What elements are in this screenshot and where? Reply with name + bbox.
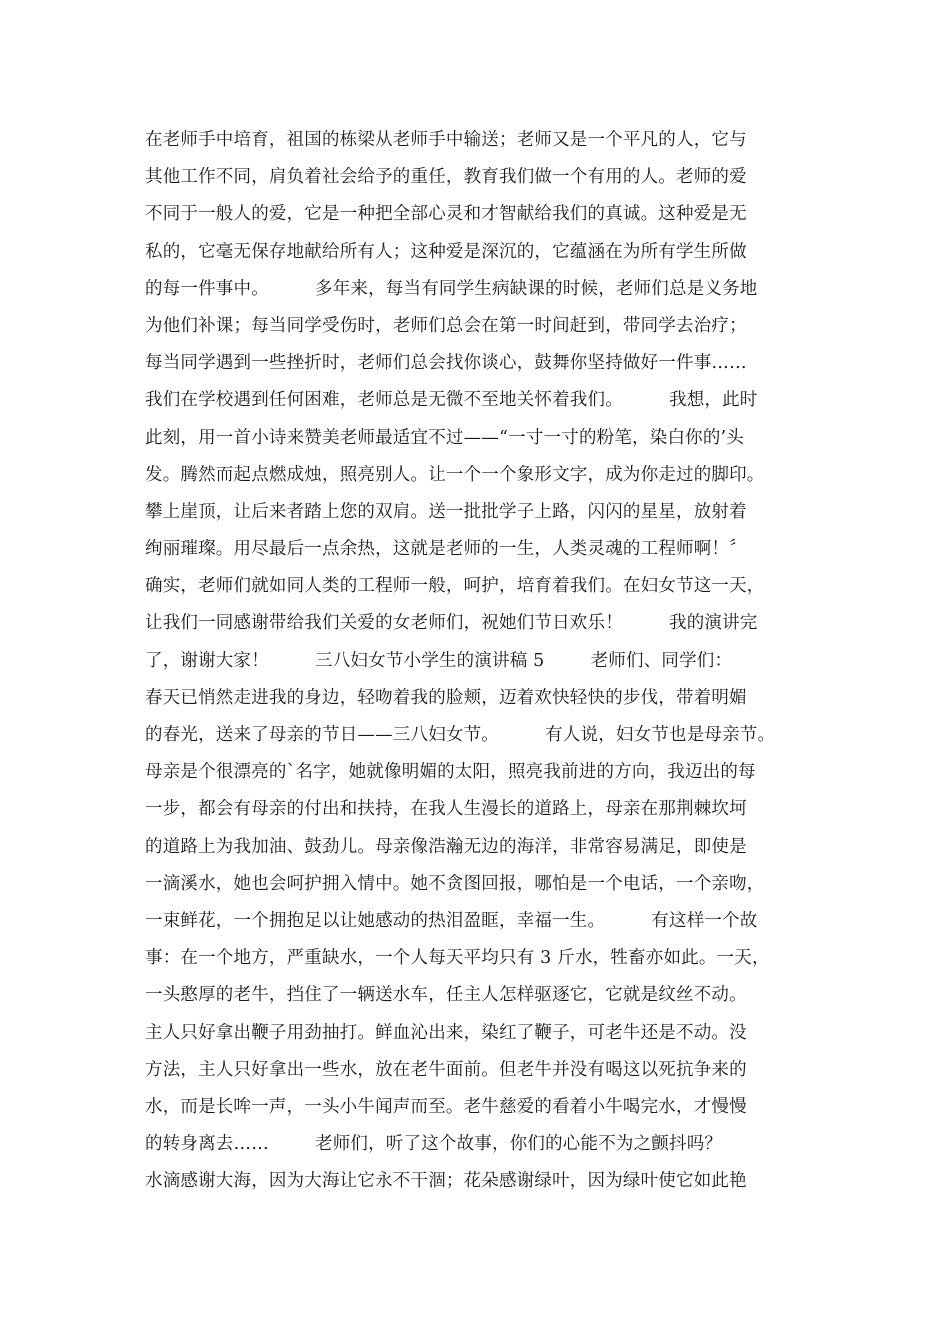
- text-line: 的道路上为我加油、鼓劲儿。母亲像浩瀚无边的海洋，非常容易满足，即使是: [145, 836, 747, 857]
- text-line: 母亲是个很漂亮的`名字，她就像明媚的太阳，照亮我前进的方向，我迈出的每: [145, 762, 756, 783]
- text-line: 水，而是长哞一声，一头小牛闻声而至。老牛慈爱的看着小牛喝完水，才慢慢: [145, 1096, 747, 1117]
- text-line: 一滴溪水，她也会呵护拥入情中。她不贪图回报，哪怕是一个电话，一个亲吻，: [145, 873, 765, 894]
- text-line: 每当同学遇到一些挫折时，老师们总会找你谈心，鼓舞你坚持做好一件事……: [145, 353, 747, 374]
- text-line: 的转身离去…… 老师们，听了这个故事，你们的心能不为之颤抖吗？: [145, 1134, 723, 1155]
- text-line: 我们在学校遇到任何困难，老师总是无微不至地关怀着我们。 我想，此时: [145, 390, 758, 411]
- text-line: 一束鲜花，一个拥抱足以让她感动的热泪盈眶，幸福一生。 有这样一个故: [145, 910, 758, 931]
- text-line: 一步，都会有母亲的付出和扶持，在我人生漫长的道路上，母亲在那荆棘坎坷: [145, 799, 747, 820]
- text-line: 让我们一同感谢带给我们关爱的女老师们，祝她们节日欢乐！ 我的演讲完: [145, 613, 758, 634]
- text-line: 此刻，用一首小诗来赞美老师最适宜不过——“一寸一寸的粉笔，染白你的’头: [145, 427, 745, 448]
- speech-text-body: [145, 122, 825, 1200]
- text-line: 了，谢谢大家！ 三八妇女节小学生的演讲稿 5 老师们、同学们：: [145, 650, 733, 671]
- text-line: 发。腾然而起点燃成烛，照亮别人。让一个一个象形文字，成为你走过的脚印。: [145, 464, 765, 485]
- text-line: 攀上崖顶，让后来者踏上您的双肩。送一批批学子上路，闪闪的星星，放射着: [145, 501, 747, 522]
- text-line: 绚丽璀璨。用尽最后一点余热，这就是老师的一生，人类灵魂的工程师啊！〞: [145, 539, 747, 560]
- text-line: 其他工作不同，肩负着社会给予的重任，教育我们做一个有用的人。老师的爱: [145, 167, 747, 188]
- text-line: 主人只好拿出鞭子用劲抽打。鲜血沁出来，染红了鞭子，可老牛还是不动。没: [145, 1022, 747, 1043]
- text-line: 不同于一般人的爱，它是一种把全部心灵和才智献给我们的真诚。这种爱是无: [145, 204, 747, 225]
- text-line: 春天已悄然走进我的身边，轻吻着我的脸颊，迈着欢快轻快的步伐，带着明媚: [145, 687, 747, 708]
- text-line: 一头憨厚的老牛，挡住了一辆送水车，任主人怎样驱逐它，它就是纹丝不动。: [145, 985, 747, 1006]
- text-line: 为他们补课；每当同学受伤时，老师们总会在第一时间赶到，带同学去治疗；: [145, 315, 747, 336]
- text-line: 私的，它毫无保存地献给所有人；这种爱是深沉的，它蕴涵在为所有学生所做: [145, 241, 747, 262]
- text-line: 水滴感谢大海，因为大海让它永不干涸；花朵感谢绿叶，因为绿叶使它如此艳: [145, 1171, 747, 1192]
- text-line: 的春光，送来了母亲的节日——三八妇女节。 有人说，妇女节也是母亲节。: [145, 725, 776, 745]
- text-line: 事：在一个地方，严重缺水，一个人每天平均只有 3 斤水，牲畜亦如此。一天，: [145, 948, 770, 969]
- text-line: 的每一件事中。 多年来，每当有同学生病缺课的时候，老师们总是义务地: [145, 278, 758, 299]
- text-line: 在老师手中培育，祖国的栋梁从老师手中输送；老师又是一个平凡的人，它与: [145, 130, 747, 150]
- text-line: 确实，老师们就如同人类的工程师一般，呵护，培育着我们。在妇女节这一天，: [145, 576, 765, 597]
- text-line: 方法，主人只好拿出一些水，放在老牛面前。但老牛并没有喝这以死抗争来的: [145, 1059, 747, 1080]
